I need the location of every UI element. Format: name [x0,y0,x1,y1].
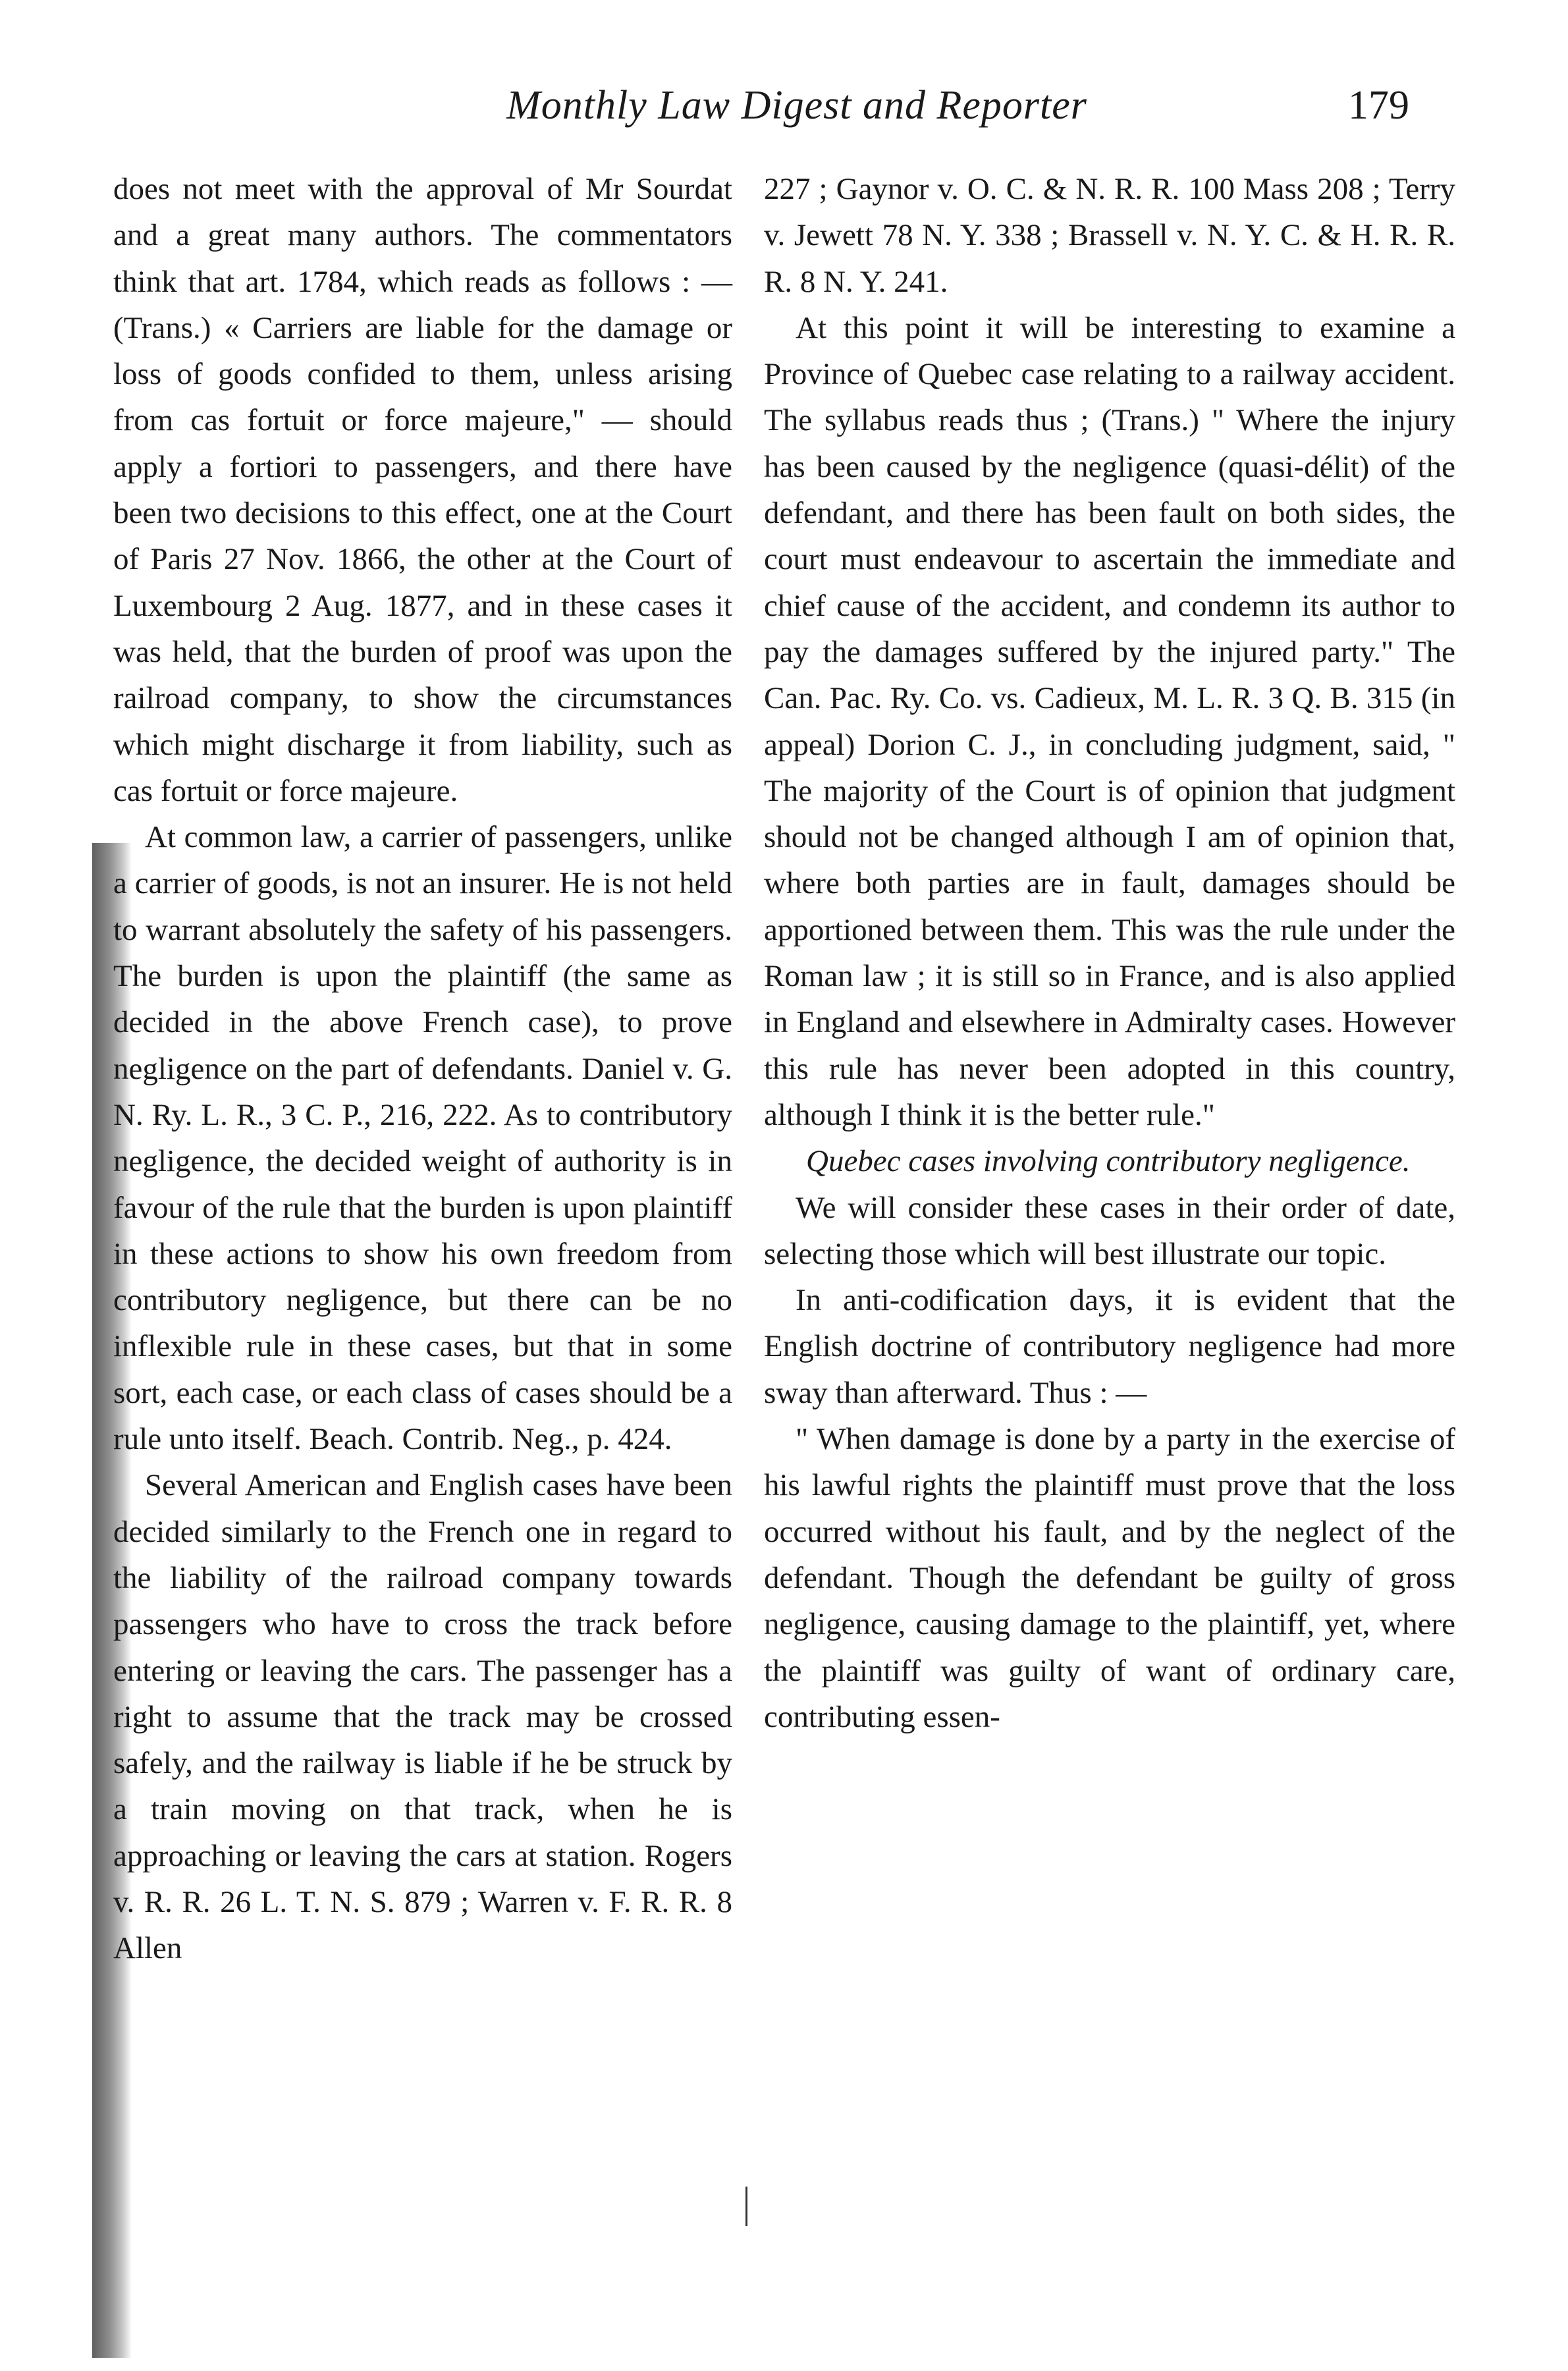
running-title: Monthly Law Digest and Reporter [506,83,1087,128]
left-column [113,166,732,1972]
paragraph: Several American and English cases have been decided similarly to the French one in regard to the liability of the railroad company towards passengers who have to cross the track before entering or leaving the cars. The passenger has a right to assume that the track may be crossed safely, and the railway is liable if he be struck by a train moving on that track, when he is approaching or leaving the cars at station. Rogers v. R. R. 26 L. T. N. S. 879 ; Warren v. F. R. R. 8 Allen [113,1468,732,1966]
paragraph: " When damage is done by a party in the exercise of his lawful rights the plaintiff must prove that the loss occurred without his fault, and by the neglect of the defendant. Though the defendant be guilty of gross negligence, causing damage to the plaintiff, yet, where the plaintiff was guilty of want of ordinary care, contributing essen- [764,1422,1455,1734]
paragraph: At common law, a carrier of passengers, unlike a carrier of goods, is not an insurer. He is not held to warrant absolutely the safety of his passengers. The burden is upon the plaintiff (the same as decided in the above French case), to prove negligence on the part of defendants. Daniel v. G. N. Ry. L. R., 3 C. P., 216, 222. As to contributory negligence, the decided weight of authority is in favour of the rule that the burden is upon plaintiff in these actions to show his own freedom from contributory negligence, but there can be no inflexible rule in these cases, but that in some sort, each case, or each class of cases should be a rule unto itself. Beach. Contrib. Neg., p. 424. [113,820,732,1457]
right-column [764,166,1455,1740]
paragraph: 227 ; Gaynor v. O. C. & N. R. R. 100 Mass 208 ; Terry v. Jewett 78 N. Y. 338 ; Brassell v. N. Y. C. & H. R. R. R. 8 N. Y. 241. [764,172,1455,299]
paragraph: does not meet with the approval of Mr Sourdat and a great many authors. The commentators think that art. 1784, which reads as follows : — (Trans.) « Carriers are liable for the damage or loss of goods confided to them, unless arising from cas fortuit or force majeure," — should apply a fortiori to passengers, and there have been two decisions to this effect, one at the Court of Paris 27 Nov. 1866, the other at the Court of Luxembourg 2 Aug. 1877, and in these cases it was held, that the burden of proof was upon the railroad company, to show the circumstances which might discharge it from liability, such as cas fortuit or force majeure. [113,172,732,808]
paragraph: We will consider these cases in their order of date, selecting those which will best illustrate our topic. [764,1190,1455,1271]
page-header [105,82,1422,155]
paragraph: At this point it will be interesting to examine a Province of Quebec case relating to a railway accident. The syllabus reads thus ; (Trans.) " Where the injury has been caused by the negligence (quasi-délit) of the defendant, and there has been fault on both sides, the court must endeavour to ascertain the immediate and chief cause of the accident, and condemn its author to pay the damages suffered by the injured party." The Can. Pac. Ry. Co. vs. Cadieux, M. L. R. 3 Q. B. 315 (in appeal) Dorion C. J., in concluding judgment, said, " The majority of the Court is of opinion that judgment should not be changed although I am of opinion that, where both parties are in fault, damages should be apportioned between them. This was the rule under the Roman law ; it is still so in France, and is also applied in England and elsewhere in Admiralty cases. However this rule has never been adopted in this country, although I think it is the better rule." [764,310,1455,1132]
page-number: 179 [1348,83,1409,128]
column-divider-mark [745,2187,747,2226]
section-heading: Quebec cases involving contributory negligence. [806,1144,1411,1179]
paragraph: In anti-codification days, it is evident that the English doctrine of contributory negligence had more sway than afterward. Thus : — [764,1283,1455,1410]
